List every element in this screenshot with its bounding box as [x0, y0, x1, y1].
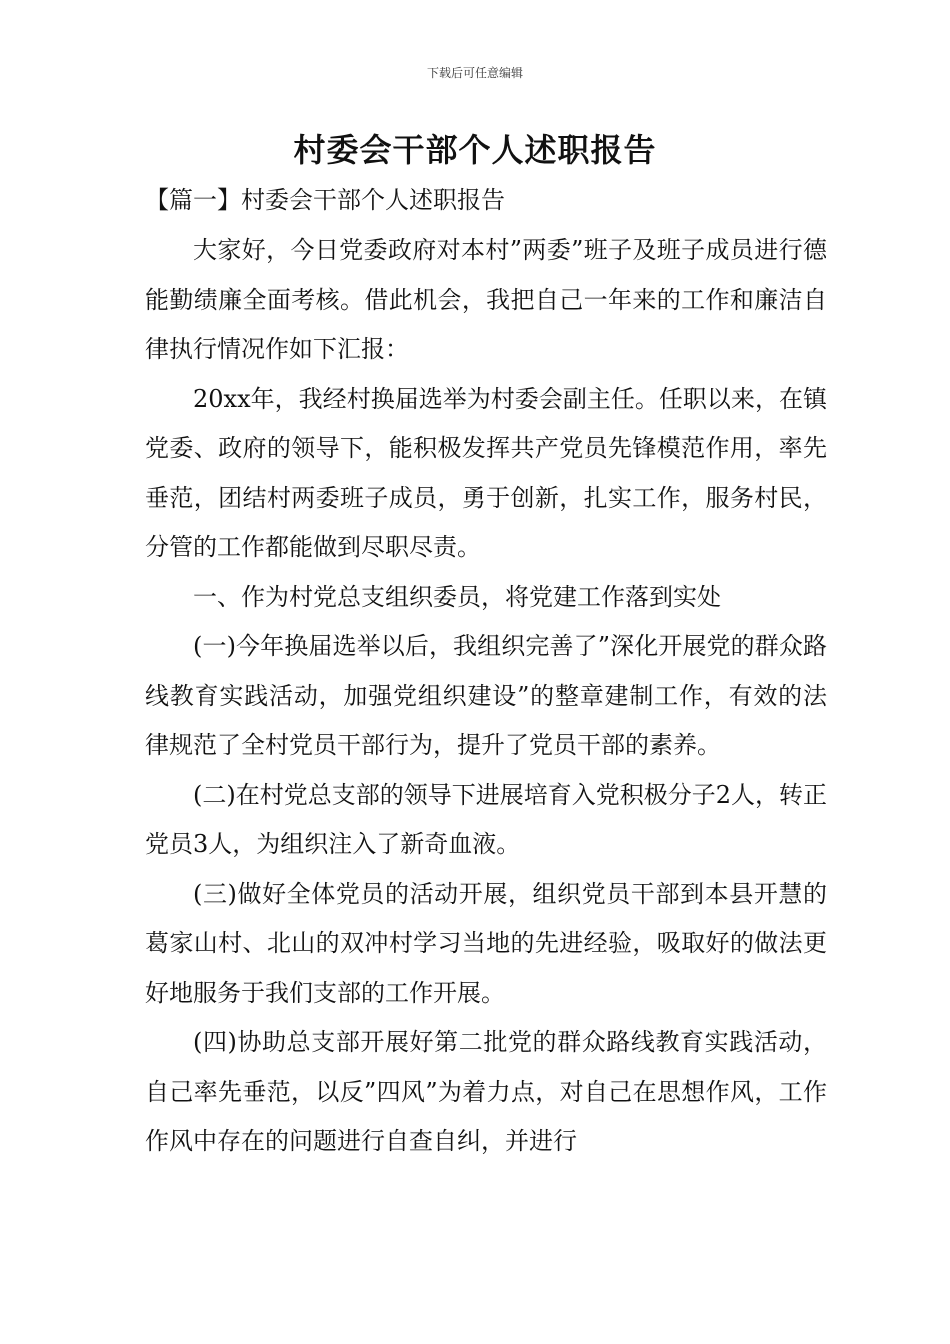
- section-heading: 【篇一】村委会干部个人述职报告: [145, 186, 505, 214]
- paragraph-item-4: (四)协助总支部开展好第二批党的群众路线教育实践活动，自己率先垂范，以反”四风”为着力点，对自己在思想作风，工作作风中存在的问题进行自查自纠，并进行: [145, 1028, 827, 1155]
- paragraph-item-3: (三)做好全体党员的活动开展，组织党员干部到本县开慧的葛家山村、北山的双冲村学习当地的先进经验，吸取好的做法更好地服务于我们支部的工作开展。: [145, 879, 827, 1007]
- paragraph-item-2: (二)在村党总支部的领导下进展培育入党积极分子2人，转正党员3人，为组织注入了新奇血液。: [145, 780, 827, 858]
- paragraph-intro: 20xx年，我经村换届选举为村委会副主任。任职以来，在镇党委、政府的领导下，能积极发挥共产党员先锋模范作用，率先垂范，团结村两委班子成员，勇于创新，扎实工作，服务村民，分管的工作都能做到尽职尽责。: [145, 384, 827, 561]
- body-text: [145, 226, 827, 1167]
- paragraph-greeting: 大家好，今日党委政府对本村”两委”班子及班子成员进行德能勤绩廉全面考核。借此机会，我把自己一年来的工作和廉洁自律执行情况作如下汇报：: [145, 236, 827, 363]
- paragraph-item-1: (一)今年换届选举以后，我组织完善了”深化开展党的群众路线教育实践活动，加强党组织建设”的整章建制工作，有效的法律规范了全村党员干部行为，提升了党员干部的素养。: [145, 632, 827, 759]
- header-note: 下载后可任意编辑: [426, 66, 523, 80]
- document-title: 村委会干部个人述职报告: [293, 131, 657, 169]
- paragraph-section-one-heading: 一、作为村党总支组织委员，将党建工作落到实处: [193, 582, 721, 611]
